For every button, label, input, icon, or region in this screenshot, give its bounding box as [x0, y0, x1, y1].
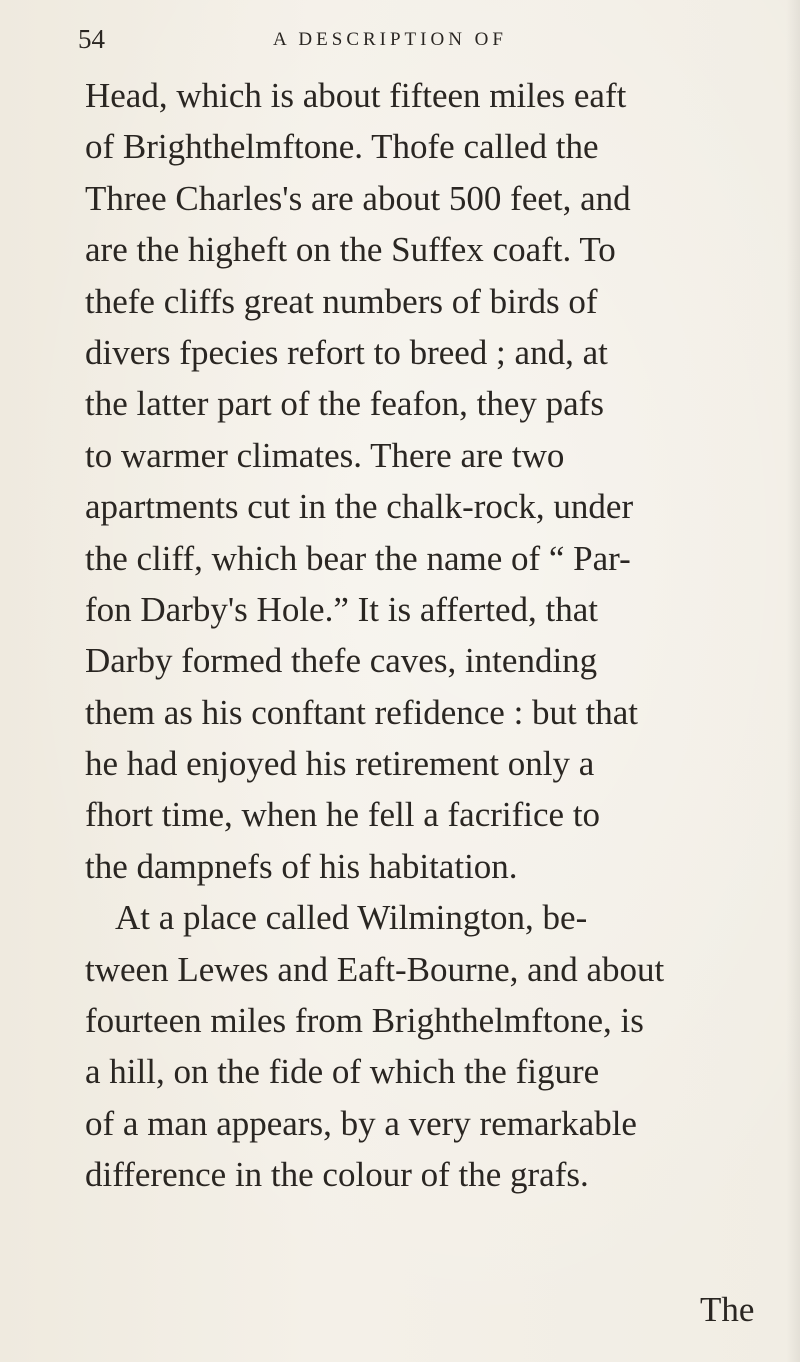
- text-line: thefe cliffs great numbers of birds of: [85, 281, 598, 321]
- running-head: [78, 20, 778, 60]
- text-line: them as his conftant refidence : but that: [85, 692, 639, 732]
- text-line: divers fpecies refort to breed ; and, at: [85, 332, 608, 372]
- text-line: to warmer climates. There are two: [85, 435, 565, 475]
- text-line: Head, which is about fifteen miles eaft: [85, 76, 627, 115]
- text-line: are the higheft on the Suffex coaft. To: [85, 230, 616, 270]
- text-line: of Brighthelmftone. Thofe called the: [85, 127, 599, 167]
- body-text: [85, 70, 785, 1201]
- text-line: tween Lewes and Eaft-Bourne, and about: [85, 949, 665, 989]
- text-line: the cliff, which bear the name of “ Par-: [85, 538, 631, 578]
- text-line: apartments cut in the chalk-rock, under: [85, 487, 634, 527]
- text-line: Darby formed thefe caves, intending: [85, 641, 598, 681]
- text-line: the dampnefs of his habitation.: [85, 846, 518, 886]
- text-line: fon Darby's Hole.” It is afferted, that: [85, 589, 598, 629]
- text-line: fourteen miles from Brighthelmftone, is: [85, 1001, 644, 1041]
- text-line: he had enjoyed his retirement only a: [85, 744, 595, 784]
- text-line: of a man appears, by a very remarkable: [85, 1103, 637, 1143]
- text-line: a hill, on the fide of which the figure: [85, 1052, 600, 1092]
- catchword: The: [700, 1290, 755, 1329]
- page-edge-shadow: [786, 0, 800, 1362]
- text-line: the latter part of the feafon, they pafs: [85, 384, 604, 424]
- text-line: At a place called Wilmington, be-: [115, 898, 588, 938]
- text-line: difference in the colour of the grafs.: [85, 1155, 589, 1195]
- running-title: A DESCRIPTION OF: [273, 29, 507, 50]
- page-number: 54: [78, 24, 105, 54]
- text-line: fhort time, when he fell a facrifice to: [85, 795, 601, 835]
- text-line: Three Charles's are about 500 feet, and: [85, 178, 631, 218]
